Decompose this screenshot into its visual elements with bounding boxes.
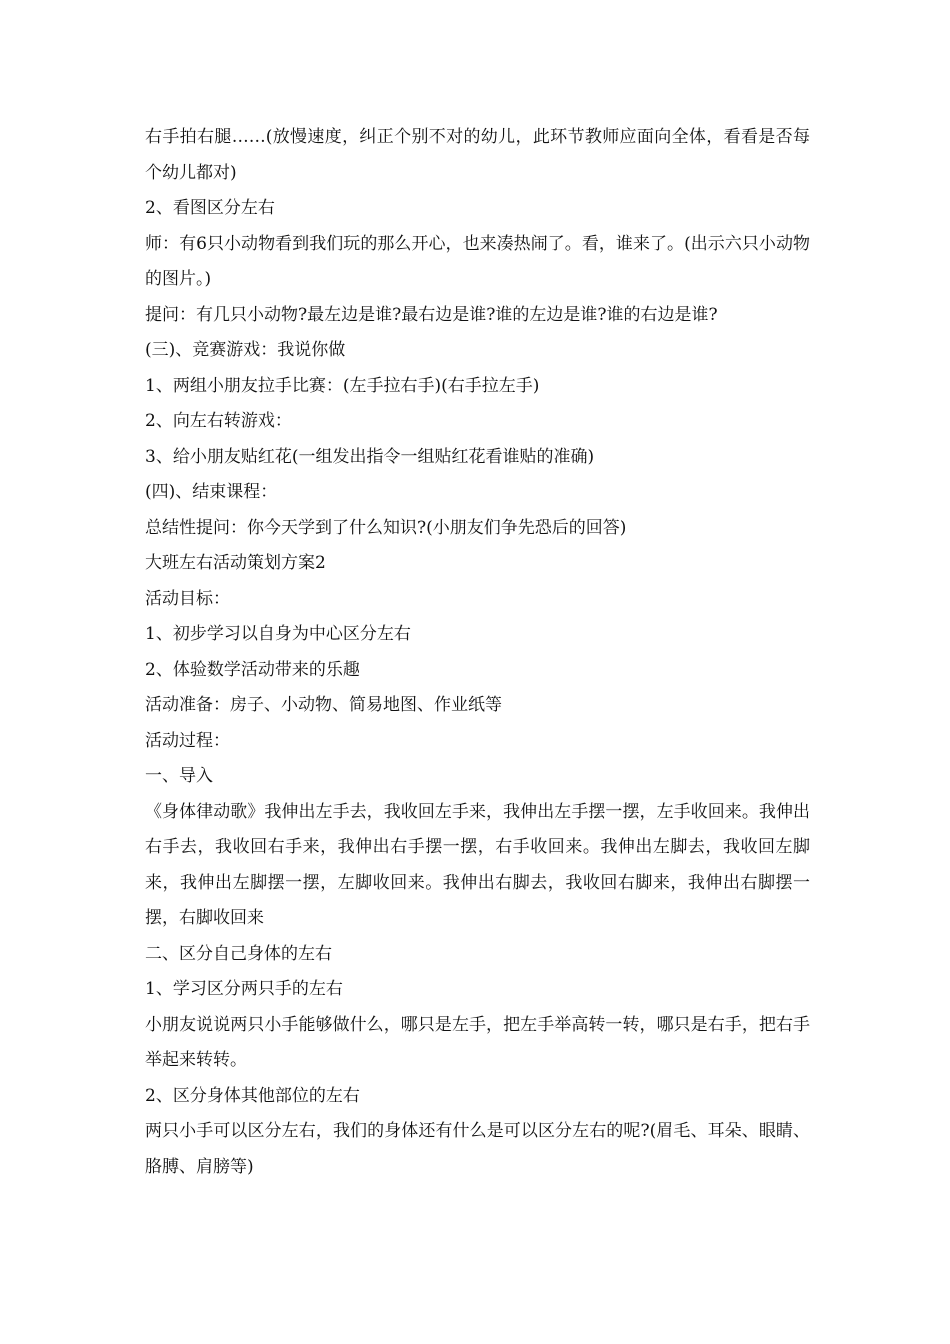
paragraph: 活动准备：房子、小动物、简易地图、作业纸等 xyxy=(145,695,502,715)
section-heading: 一、导入 xyxy=(145,766,213,786)
list-item: 3、给小朋友贴红花(一组发出指令一组贴红花看谁贴的准确) xyxy=(145,446,595,467)
list-item: 1、初步学习以自身为中心区分左右 xyxy=(145,624,411,644)
list-item: 1、学习区分两只手的左右 xyxy=(145,979,343,999)
paragraph: 提问：有几只小动物?最左边是谁?最右边是谁?谁的左边是谁?谁的右边是谁? xyxy=(145,304,718,325)
list-item: 2、区分身体其他部位的左右 xyxy=(145,1085,360,1106)
paragraph: 师：有6只小动物看到我们玩的那么开心，也来凑热闹了。看，谁来了。(出示六只小动物的图片。) xyxy=(145,233,810,289)
section-heading: 二、区分自己身体的左右 xyxy=(145,943,332,964)
paragraph: 两只小手可以区分左右，我们的身体还有什么是可以区分左右的呢?(眉毛、耳朵、眼睛、胳膊、肩膀等) xyxy=(145,1121,810,1177)
list-item: 2、向左右转游戏： xyxy=(145,411,292,431)
section-heading: (四)、结束课程： xyxy=(145,482,278,502)
paragraph: 右手拍右腿……(放慢速度，纠正个别不对的幼儿，此环节教师应面向全体，看看是否每个幼儿都对) xyxy=(145,127,810,183)
paragraph: 总结性提问：你今天学到了什么知识?(小朋友们争先恐后的回答) xyxy=(145,517,627,538)
section-heading: 活动目标： xyxy=(145,588,230,609)
section-heading: 2、看图区分左右 xyxy=(145,198,275,218)
list-item: 1、两组小朋友拉手比赛：(左手拉右手)(右手拉左手) xyxy=(145,375,540,396)
document-title: 大班左右活动策划方案2 xyxy=(145,553,326,573)
paragraph: 《身体律动歌》我伸出左手去，我收回左手来，我伸出左手摆一摆，左手收回来。我伸出右手去，我收回右手来，我伸出右手摆一摆，右手收回来。我伸出左脚去，我收回左脚来，我伸出左脚摆一摆，左脚收回来。我伸出右脚去，我收回右脚来，我伸出右脚摆一摆，右脚收回来 xyxy=(145,801,810,928)
section-heading: (三)、竞赛游戏：我说你做 xyxy=(145,340,346,360)
list-item: 2、体验数学活动带来的乐趣 xyxy=(145,659,360,680)
paragraph: 小朋友说说两只小手能够做什么，哪只是左手，把左手举高转一转，哪只是右手，把右手举起来转转。 xyxy=(145,1014,810,1070)
document-body xyxy=(145,120,810,1185)
section-heading: 活动过程： xyxy=(145,730,230,751)
